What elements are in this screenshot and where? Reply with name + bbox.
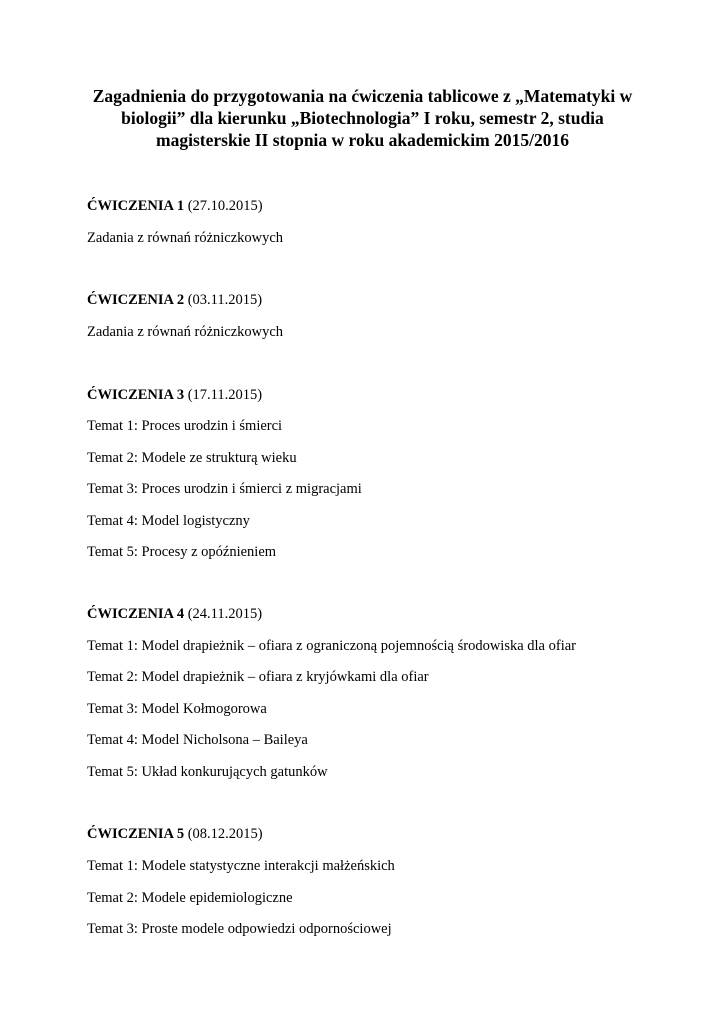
- list-item: Temat 2: Model drapieżnik – ofiara z kryjówkami dla ofiar: [87, 669, 429, 685]
- list-item: Temat 1: Proces urodzin i śmierci: [87, 418, 283, 434]
- section-heading: [87, 197, 687, 215]
- section-cwiczenia-1: [87, 197, 687, 246]
- section-cwiczenia-4: [87, 605, 687, 780]
- list-item: Temat 5: Układ konkurujących gatunków: [87, 764, 328, 780]
- list-item: Temat 2: Modele ze strukturą wieku: [87, 450, 297, 466]
- list-item: Temat 4: Model logistyczny: [87, 513, 250, 529]
- section-heading: [87, 825, 687, 843]
- section-date: (17.11.2015): [187, 387, 263, 403]
- section-heading: [87, 386, 687, 404]
- list-item: Temat 3: Proste modele odpowiedzi odpornościowej: [87, 921, 392, 937]
- list-item: Temat 3: Proces urodzin i śmierci z migracjami: [87, 481, 362, 497]
- list-item: Zadania z równań różniczkowych: [87, 230, 284, 246]
- list-item: Temat 5: Procesy z opóźnieniem: [87, 544, 277, 560]
- list-item: Temat 1: Model drapieżnik – ofiara z ograniczoną pojemnością środowiska dla ofiar: [87, 638, 576, 654]
- section-heading: [87, 291, 687, 309]
- section-date: (03.11.2015): [187, 292, 263, 308]
- title-line: Zagadnienia do przygotowania na ćwiczenia tablicowe z „Matematyki w: [92, 86, 633, 106]
- section-date: (08.12.2015): [187, 826, 263, 842]
- section-date: (27.10.2015): [187, 198, 263, 214]
- title-line: biologii” dla kierunku „Biotechnologia” I roku, semestr 2, studia: [121, 108, 604, 128]
- section-cwiczenia-2: [87, 291, 687, 340]
- document-title: [80, 85, 645, 151]
- section-label: ĆWICZENIA 3: [87, 387, 185, 403]
- section-heading: [87, 605, 687, 623]
- section-cwiczenia-3: [87, 386, 687, 560]
- list-item: Temat 4: Model Nicholsona – Baileya: [87, 732, 308, 748]
- section-cwiczenia-5: [87, 825, 687, 937]
- list-item: Temat 2: Modele epidemiologiczne: [87, 890, 293, 906]
- section-label: ĆWICZENIA 5: [87, 826, 185, 842]
- list-item: Temat 3: Model Kołmogorowa: [87, 701, 267, 717]
- section-label: ĆWICZENIA 1: [87, 198, 185, 214]
- section-label: ĆWICZENIA 2: [87, 292, 185, 308]
- list-item: Zadania z równań różniczkowych: [87, 324, 284, 340]
- section-date: (24.11.2015): [187, 606, 263, 622]
- list-item: Temat 1: Modele statystyczne interakcji małżeńskich: [87, 858, 395, 874]
- title-line: magisterskie II stopnia w roku akademickim 2015/2016: [156, 130, 569, 150]
- section-label: ĆWICZENIA 4: [87, 606, 185, 622]
